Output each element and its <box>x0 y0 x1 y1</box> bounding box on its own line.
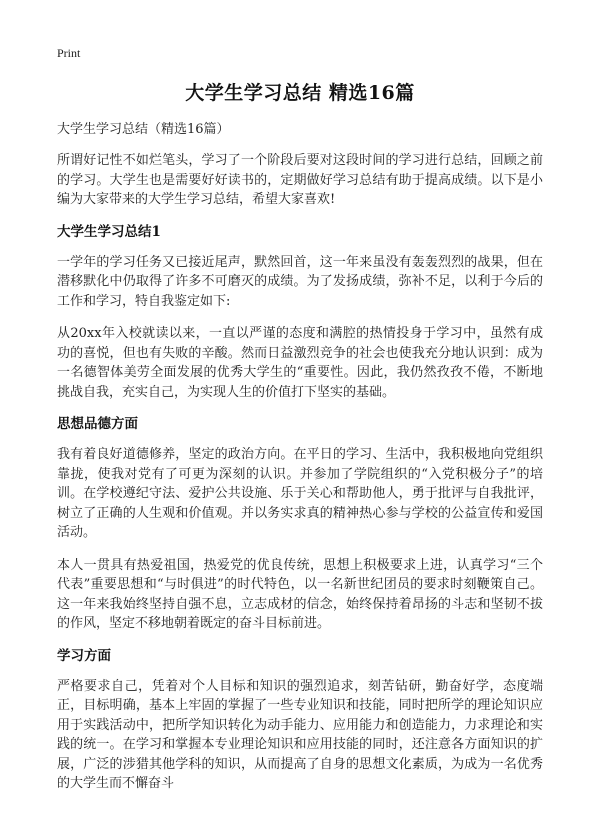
document-body <box>57 120 543 807</box>
section-heading-summary-1: 大学生学习总结1 <box>57 223 161 240</box>
summary-1-paragraph-2: 从20xx年入校就读以来，一直以严谨的态度和满腔的热情投身于学习中，虽然有成功的喜悦，但也有失败的辛酸。然而日益激烈竞争的社会也使我充分地认识到：成为一名德智体美劳全面发展的优秀大学生的“重要性。因此，我仍然孜孜不倦，不断地挑战自我，充实自己，为实现人生的价值打下坚实的基础。 <box>57 326 543 400</box>
document-subtitle: 大学生学习总结（精选16篇） <box>57 122 230 137</box>
section-heading-study: 学习方面 <box>57 647 111 664</box>
summary-1-paragraph-1: 一学年的学习任务又已接近尾声，默然回首，这一年来虽没有轰轰烈烈的战果，但在潜移默化中仍取得了许多不可磨灭的成绩。为了发扬成绩，弥补不足，以利于今后的工作和学习，特自我鉴定如下: <box>57 254 543 309</box>
moral-paragraph-1: 我有着良好道德修养，坚定的政治方向。在平日的学习、生活中，我积极地向党组织靠拢，使我对党有了可更为深刻的认识。并参加了学院组织的“入党积极分子”的培训。在学校遵纪守法、爱护公共设施、乐于关心和帮助他人，勇于批评与自我批评，树立了正确的人生观和价值观。并以务实求真的精神热心参与学校的公益宣传和爱国活动。 <box>57 447 543 540</box>
intro-paragraph: 所谓好记性不如烂笔头，学习了一个阶段后要对这段时间的学习进行总结，回顾之前的学习。大学生也是需要好好读书的，定期做好学习总结有助于提高成绩。以下是小编为大家带来的大学生学习总结，希望大家喜欢! <box>57 153 543 207</box>
moral-paragraph-2: 本人一贯具有热爱祖国，热爱党的优良传统，思想上积极要求上进，认真学习“三个代表”重要思想和“与时俱进”的时代特色，以一名新世纪团员的要求时刻鞭策自己。这一年来我始终坚持自强不息，立志成材的信念，始终保持着昂扬的斗志和坚韧不拔的作风，坚定不移地朝着既定的奋斗目标前进。 <box>57 557 543 631</box>
section-heading-moral: 思想品德方面 <box>57 416 138 432</box>
print-link[interactable]: Print <box>57 46 81 60</box>
page-title: 大学生学习总结 精选16篇 <box>185 82 415 104</box>
study-paragraph-1: 严格要求自己，凭着对个人目标和知识的强烈追求，刻苦钻研，勤奋好学，态度端正，目标明确，基本上牢固的掌握了一些专业知识和技能，同时把所学的理论知识应用于实践活动中，把所学知识转化为动手能力、应用能力和创造能力，力求理论和实践的统一。在学习和掌握本专业理论知识和应用技能的同时，还注意各方面知识的扩展，广泛的涉猎其他学科的知识，从而提高了自身的思想文化素质，为成为一名优秀的大学生而不懈奋斗 <box>57 678 543 791</box>
